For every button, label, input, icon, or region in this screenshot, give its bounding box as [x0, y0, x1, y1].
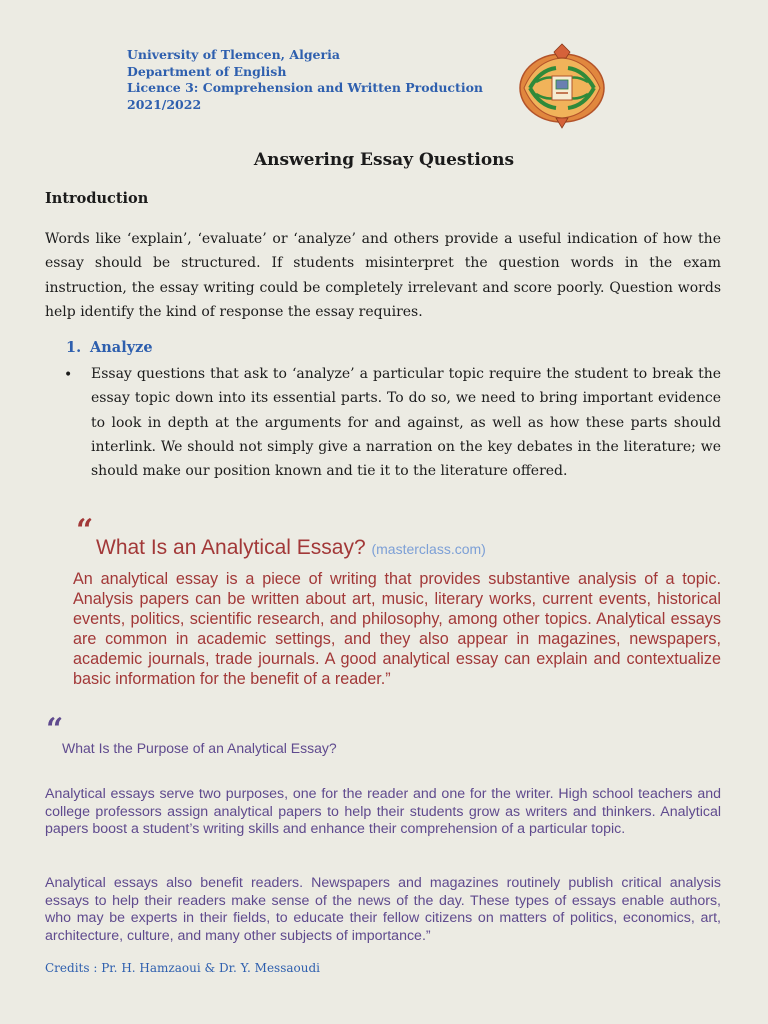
quote-mark-icon: “ — [76, 513, 94, 548]
credits-line: Credits : Pr. H. Hamzaoui & Dr. Y. Messaoudi — [45, 961, 320, 975]
quote1-title — [96, 536, 486, 560]
bullet-text: Essay questions that ask to ‘analyze’ a particular topic require the student to break the essay topic down into its essential parts. To do so, we need to bring important evidence to look in depth at the arguments for and against, as well as how these parts should interlink. We should not simply give a narration on the key debates in the literature; we should make our position known and tie it to the literature offered. — [91, 366, 721, 480]
header-course: Licence 3: Comprehension and Written Production — [127, 80, 483, 95]
header-university: University of Tlemcen, Algeria — [127, 47, 340, 62]
introduction-heading: Introduction — [45, 190, 149, 207]
quote2-title: What Is the Purpose of an Analytical Essay? — [62, 740, 337, 756]
analyze-heading — [66, 339, 153, 356]
quote1-title-text: What Is an Analytical Essay? — [96, 536, 366, 559]
quote1-source-link[interactable]: (masterclass.com) — [371, 541, 486, 557]
section-title: Analyze — [90, 339, 153, 356]
quote2-paragraph-2: Analytical essays also benefit readers. Newspapers and magazines routinely publish critical analysis essays to help their readers make sense of the news of the day. These types of essays enable authors, who may be experts in their fields, to educate their fellow citizens on matters of politics, economics, art, architecture, culture, and many other subjects of importance.” — [45, 875, 721, 944]
header-department: Department of English — [127, 63, 287, 79]
page-title: Answering Essay Questions — [253, 150, 515, 170]
analyze-bullet — [64, 362, 721, 483]
university-logo-icon — [516, 42, 608, 130]
quote1-body: An analytical essay is a piece of writing that provides substantive analysis of a topic. Analysis papers can be written about art, music, literary works, current events, historical events, politics, scientific research, and philosophy, among other topics. Analytical essays are common in academic settings, and they also appear in magazines, newspapers, academic journals, trade journals. A good analytical essay can explain and contextualize basic information for the benefit of a reader.” — [73, 570, 721, 689]
university-header — [127, 47, 483, 113]
quote-mark-icon: “ — [46, 712, 64, 747]
quote2-paragraph-1: Analytical essays serve two purposes, one for the reader and one for the writer. High school teachers and college professors assign analytical papers to help their students grow as writers and thinkers. Analytical papers boost a student’s writing skills and enhance their comprehension of a particular topic. — [45, 786, 721, 837]
introduction-paragraph: Words like ‘explain’, ‘evaluate’ or ‘analyze’ and others provide a useful indication of how the essay should be structured. If students misinterpret the question words in the exam instruction, the essay writing could be completely irrelevant and score poorly. Question words help identify the kind of response the essay requires. — [45, 231, 721, 320]
section-number: 1. — [66, 339, 82, 356]
header-year: 2021/2022 — [127, 96, 202, 112]
bullet-icon: • — [64, 367, 73, 383]
